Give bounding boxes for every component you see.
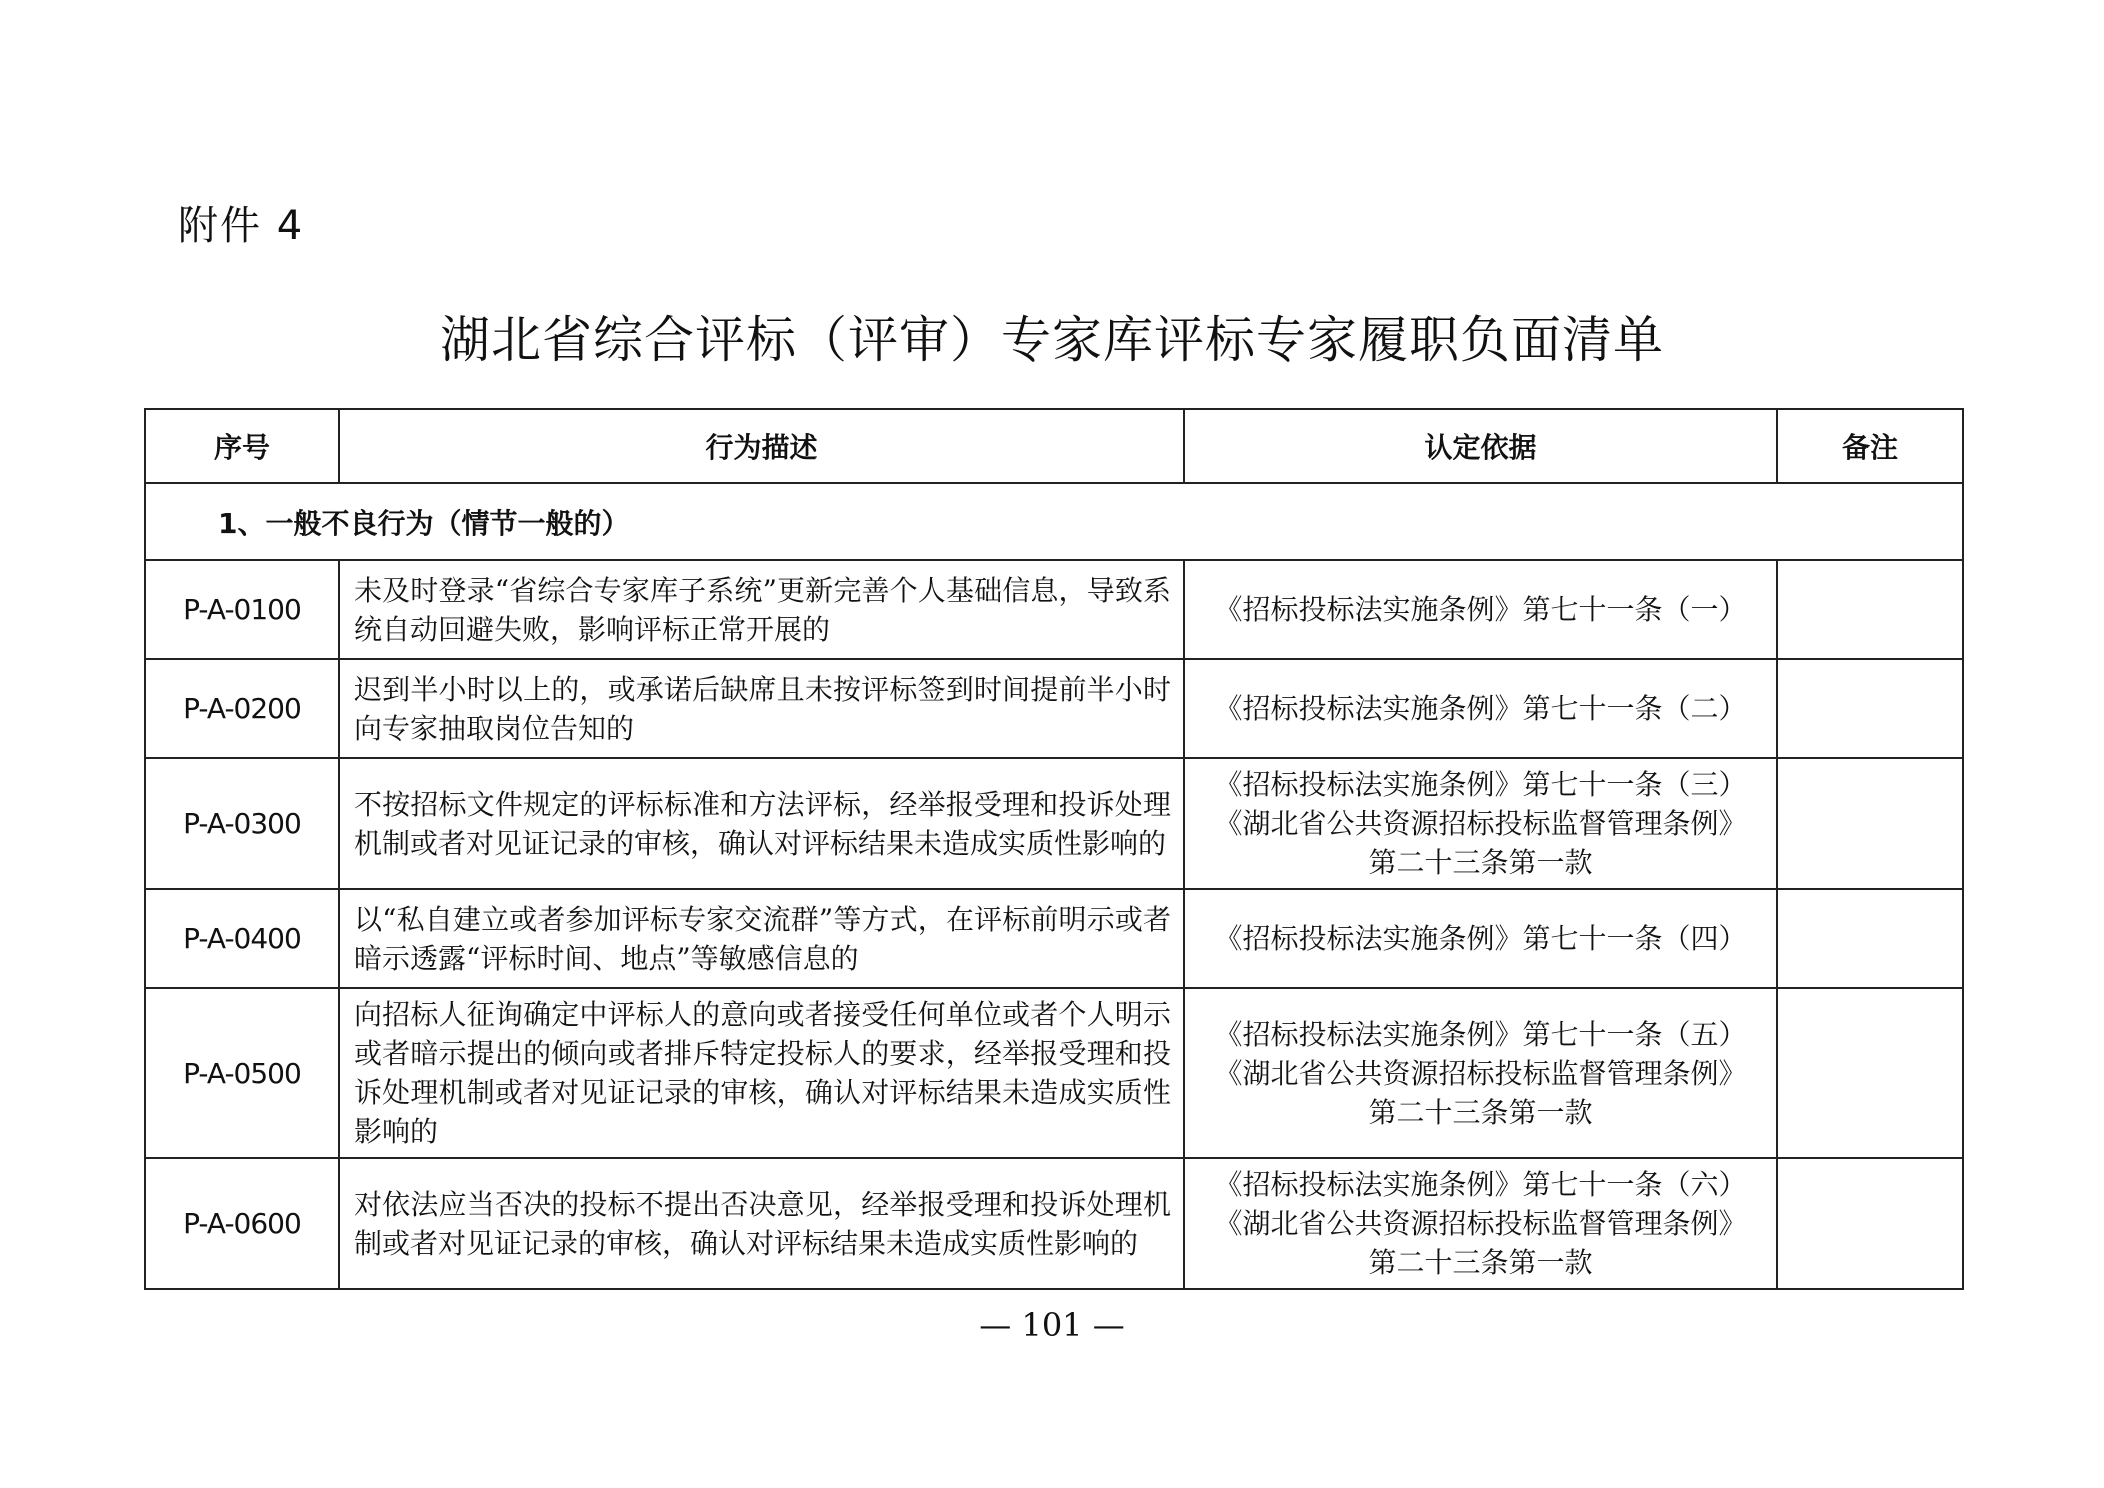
row-description: 不按招标文件规定的评标标准和方法评标，经举报受理和投诉处理机制或者对见证记录的审核，确认对评标结果未造成实质性影响的 bbox=[339, 758, 1184, 889]
header-basis: 认定依据 bbox=[1184, 409, 1777, 483]
basis-line: 《招标投标法实施条例》第七十一条（六） bbox=[1214, 1168, 1747, 1201]
row-basis bbox=[1184, 988, 1777, 1158]
attachment-label: 附件 4 bbox=[178, 203, 305, 249]
row-code: P-A-0600 bbox=[145, 1158, 339, 1289]
table-row bbox=[145, 988, 1963, 1158]
basis-line: 《招标投标法实施条例》第七十一条（二） bbox=[1214, 692, 1747, 725]
basis-line: 《湖北省公共资源招标投标监督管理条例》 bbox=[1214, 1056, 1747, 1090]
row-description: 未及时登录“省综合专家库子系统”更新完善个人基础信息，导致系统自动回避失败，影响评标正常开展的 bbox=[339, 560, 1184, 659]
row-basis bbox=[1184, 758, 1777, 889]
document-title: 湖北省综合评标（评审）专家库评标专家履职负面清单 bbox=[440, 311, 1664, 369]
negative-list-table bbox=[144, 408, 1964, 1290]
row-code: P-A-0400 bbox=[145, 889, 339, 988]
section-title: 1、一般不良行为（情节一般的） bbox=[145, 483, 1963, 560]
table-row bbox=[145, 758, 1963, 889]
table-row bbox=[145, 560, 1963, 659]
table-header-row bbox=[145, 409, 1963, 483]
table-row bbox=[145, 1158, 1963, 1289]
row-note bbox=[1777, 560, 1963, 659]
basis-line: 第二十三条第一款 bbox=[1368, 1095, 1593, 1129]
basis-line: 《招标投标法实施条例》第七十一条（三） bbox=[1214, 768, 1747, 801]
row-note bbox=[1777, 988, 1963, 1158]
basis-line: 第二十三条第一款 bbox=[1368, 846, 1593, 879]
row-basis bbox=[1184, 560, 1777, 659]
row-code: P-A-0100 bbox=[145, 560, 339, 659]
row-description: 对依法应当否决的投标不提出否决意见，经举报受理和投诉处理机制或者对见证记录的审核，确认对评标结果未造成实质性影响的 bbox=[339, 1158, 1184, 1289]
header-description: 行为描述 bbox=[339, 409, 1184, 483]
row-code: P-A-0500 bbox=[145, 988, 339, 1158]
basis-line: 《湖北省公共资源招标投标监督管理条例》 bbox=[1214, 1207, 1747, 1240]
basis-line: 第二十三条第一款 bbox=[1368, 1246, 1593, 1279]
row-description: 迟到半小时以上的，或承诺后缺席且未按评标签到时间提前半小时向专家抽取岗位告知的 bbox=[339, 659, 1184, 758]
row-note bbox=[1777, 659, 1963, 758]
row-note bbox=[1777, 889, 1963, 988]
basis-line: 《招标投标法实施条例》第七十一条（一） bbox=[1214, 593, 1747, 626]
row-note bbox=[1777, 758, 1963, 889]
row-basis bbox=[1184, 659, 1777, 758]
table-row bbox=[145, 889, 1963, 988]
table-row bbox=[145, 659, 1963, 758]
row-basis bbox=[1184, 889, 1777, 988]
page-number: — 101 — bbox=[979, 1306, 1125, 1344]
basis-line: 《招标投标法实施条例》第七十一条（五） bbox=[1214, 1017, 1747, 1051]
row-note bbox=[1777, 1158, 1963, 1289]
row-description: 向招标人征询确定中评标人的意向或者接受任何单位或者个人明示或者暗示提出的倾向或者排斥特定投标人的要求，经举报受理和投诉处理机制或者对见证记录的审核，确认对评标结果未造成实质性影响的 bbox=[339, 988, 1184, 1158]
header-serial: 序号 bbox=[145, 409, 339, 483]
header-note: 备注 bbox=[1777, 409, 1963, 483]
section-row bbox=[145, 483, 1963, 560]
row-code: P-A-0300 bbox=[145, 758, 339, 889]
row-description: 以“私自建立或者参加评标专家交流群”等方式，在评标前明示或者暗示透露“评标时间、地点”等敏感信息的 bbox=[339, 889, 1184, 988]
basis-line: 《湖北省公共资源招标投标监督管理条例》 bbox=[1214, 807, 1747, 840]
row-basis bbox=[1184, 1158, 1777, 1289]
row-code: P-A-0200 bbox=[145, 659, 339, 758]
basis-line: 《招标投标法实施条例》第七十一条（四） bbox=[1214, 922, 1747, 955]
